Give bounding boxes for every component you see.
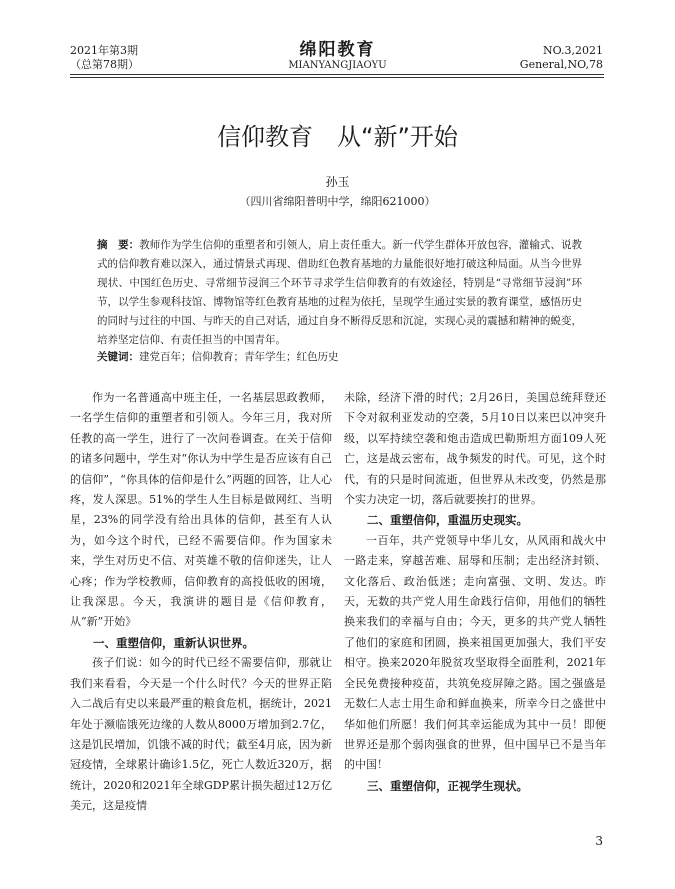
issue-general: General,NO,78 — [519, 58, 603, 71]
issue-info-right — [520, 44, 603, 72]
issue-total: （总第78期） — [70, 58, 139, 71]
journal-name: 绵阳教育 — [299, 40, 376, 60]
keywords-text: 建党百年；信仰教育；青年学生；红色历史 — [139, 351, 339, 363]
keywords-label: 关键词： — [97, 351, 139, 363]
section-heading: 一、重塑信仰，重新认识世界。 — [93, 635, 254, 650]
body-paragraph: 未除，经济下滑的时代；2月26日，美国总统拜登还下令对叙利亚发动的空袭，5月10日以来巴以冲突升级，以军持续空袭和炮击造成巴勒斯坦方面109人死亡，这是战云密布，战争频发的时代。可见，这个时代，有的只是时间流逝，但世界从未改变，仍然是那个实力决定一切，落后就要挨打的世界。 — [344, 391, 606, 507]
body-column-left — [70, 388, 332, 817]
journal-pinyin: MIANYANGJIAOYU — [288, 60, 387, 71]
article-affiliation: （四川省绵阳普明中学，绵阳621000） — [239, 195, 436, 208]
abstract-label: 摘 要： — [97, 239, 140, 251]
header-rule — [70, 74, 604, 78]
section-heading: 三、重塑信仰，正视学生现状。 — [367, 778, 528, 793]
issue-year: 2021年第3期 — [70, 44, 138, 57]
keywords — [97, 349, 582, 365]
body-paragraph: 作为一名普通高中班主任，一名基层思政教师，一名学生信仰的重塑者和引领人。今年三月，我对所任教的高一学生，进行了一次问卷调查。在关于信仰的诸多问题中，学生对“你认为中学生是否应该有自己的信仰”，“你具体的信仰是什么”两题的回答，让人心疼，发人深思。51%的学生人生目标是做网红、当明星，23%的同学没有给出具体的信仰，甚至有人认为，如今这个时代，已经不需要信仰。作为国家未来，学生对历史不信、对英雄不敬的信仰迷失，让人心疼；作为学校教师，信仰教育的高投低收的困境，让我深思。今天，我演讲的题目是《信仰教育，从“新”开始》 — [70, 391, 332, 629]
article-author: 孙玉 — [325, 175, 350, 189]
body-paragraph: 孩子们说：如今的时代已经不需要信仰，那就让我们来看看，今天是一个什么时代？今天的世界正陷入二战后有史以来最严重的粮食危机，据统计，2021年处于濒临饿死边缘的人数从8000万增加到2.7亿，这是饥民增加，饥饿不减的时代；截至4月底，因为新冠疫情，全球累计确诊1.5亿，死亡人数近320万，据统计，2020和2021年全球GDP累计损失超过12万亿美元，这是疫情 — [70, 656, 332, 813]
article-title: 信仰教育 从“新”开始 — [217, 123, 458, 151]
section-heading: 二、重塑信仰，重温历史现实。 — [367, 513, 528, 528]
body-column-right — [344, 388, 606, 796]
body-paragraph: 一百年，共产党领导中华儿女，从风雨和战火中一路走来，穿越苦难、屈辱和压制；走出经济封锁、文化落后、政治低迷；走向富强、文明、发达。昨天，无数的共产党人用生命践行信仰，用他们的牺牲换来我们的幸福与自由；今天，更多的共产党人牺牲了他们的家庭和团圆，换来祖国更加强大，我们平安相守。换来2020年脱贫攻坚取得全面胜利，2021年全民免费接种疫苗，共筑免疫屏障之路。国之强盛是无数仁人志士用生命和鲜血换来，所幸今日之盛世中华如他们所愿！我们何其幸运能成为其中一员！即便世界还是那个弱肉强食的世界，但中国早已不是当年的中国！ — [344, 533, 606, 772]
abstract — [97, 236, 582, 350]
page-number: 3 — [595, 834, 603, 848]
issue-number: NO.3,2021 — [543, 44, 603, 57]
abstract-text: 教师作为学生信仰的重塑者和引领人，肩上责任重大。新一代学生群体开放包容，灌输式、说教式的信仰教育难以深入，通过情景式再现、借助红色教育基地的力量能很好地打破这种局面。从当今世界现状、中国红色历史、寻常细节浸润三个环节寻求学生信仰教育的有效途径，特别是“寻常细节浸润”环节，以学生参观科技馆、博物馆等红色教育基地的过程为依托，呈现学生通过实景的教育课堂，感悟历史的同时与过往的中国、与昨天的自己对话，通过自身不断得反思和沉淀，实现心灵的震撼和精神的蜕变，培养坚定信仰、有责任担当的中国青年。 — [97, 239, 583, 346]
